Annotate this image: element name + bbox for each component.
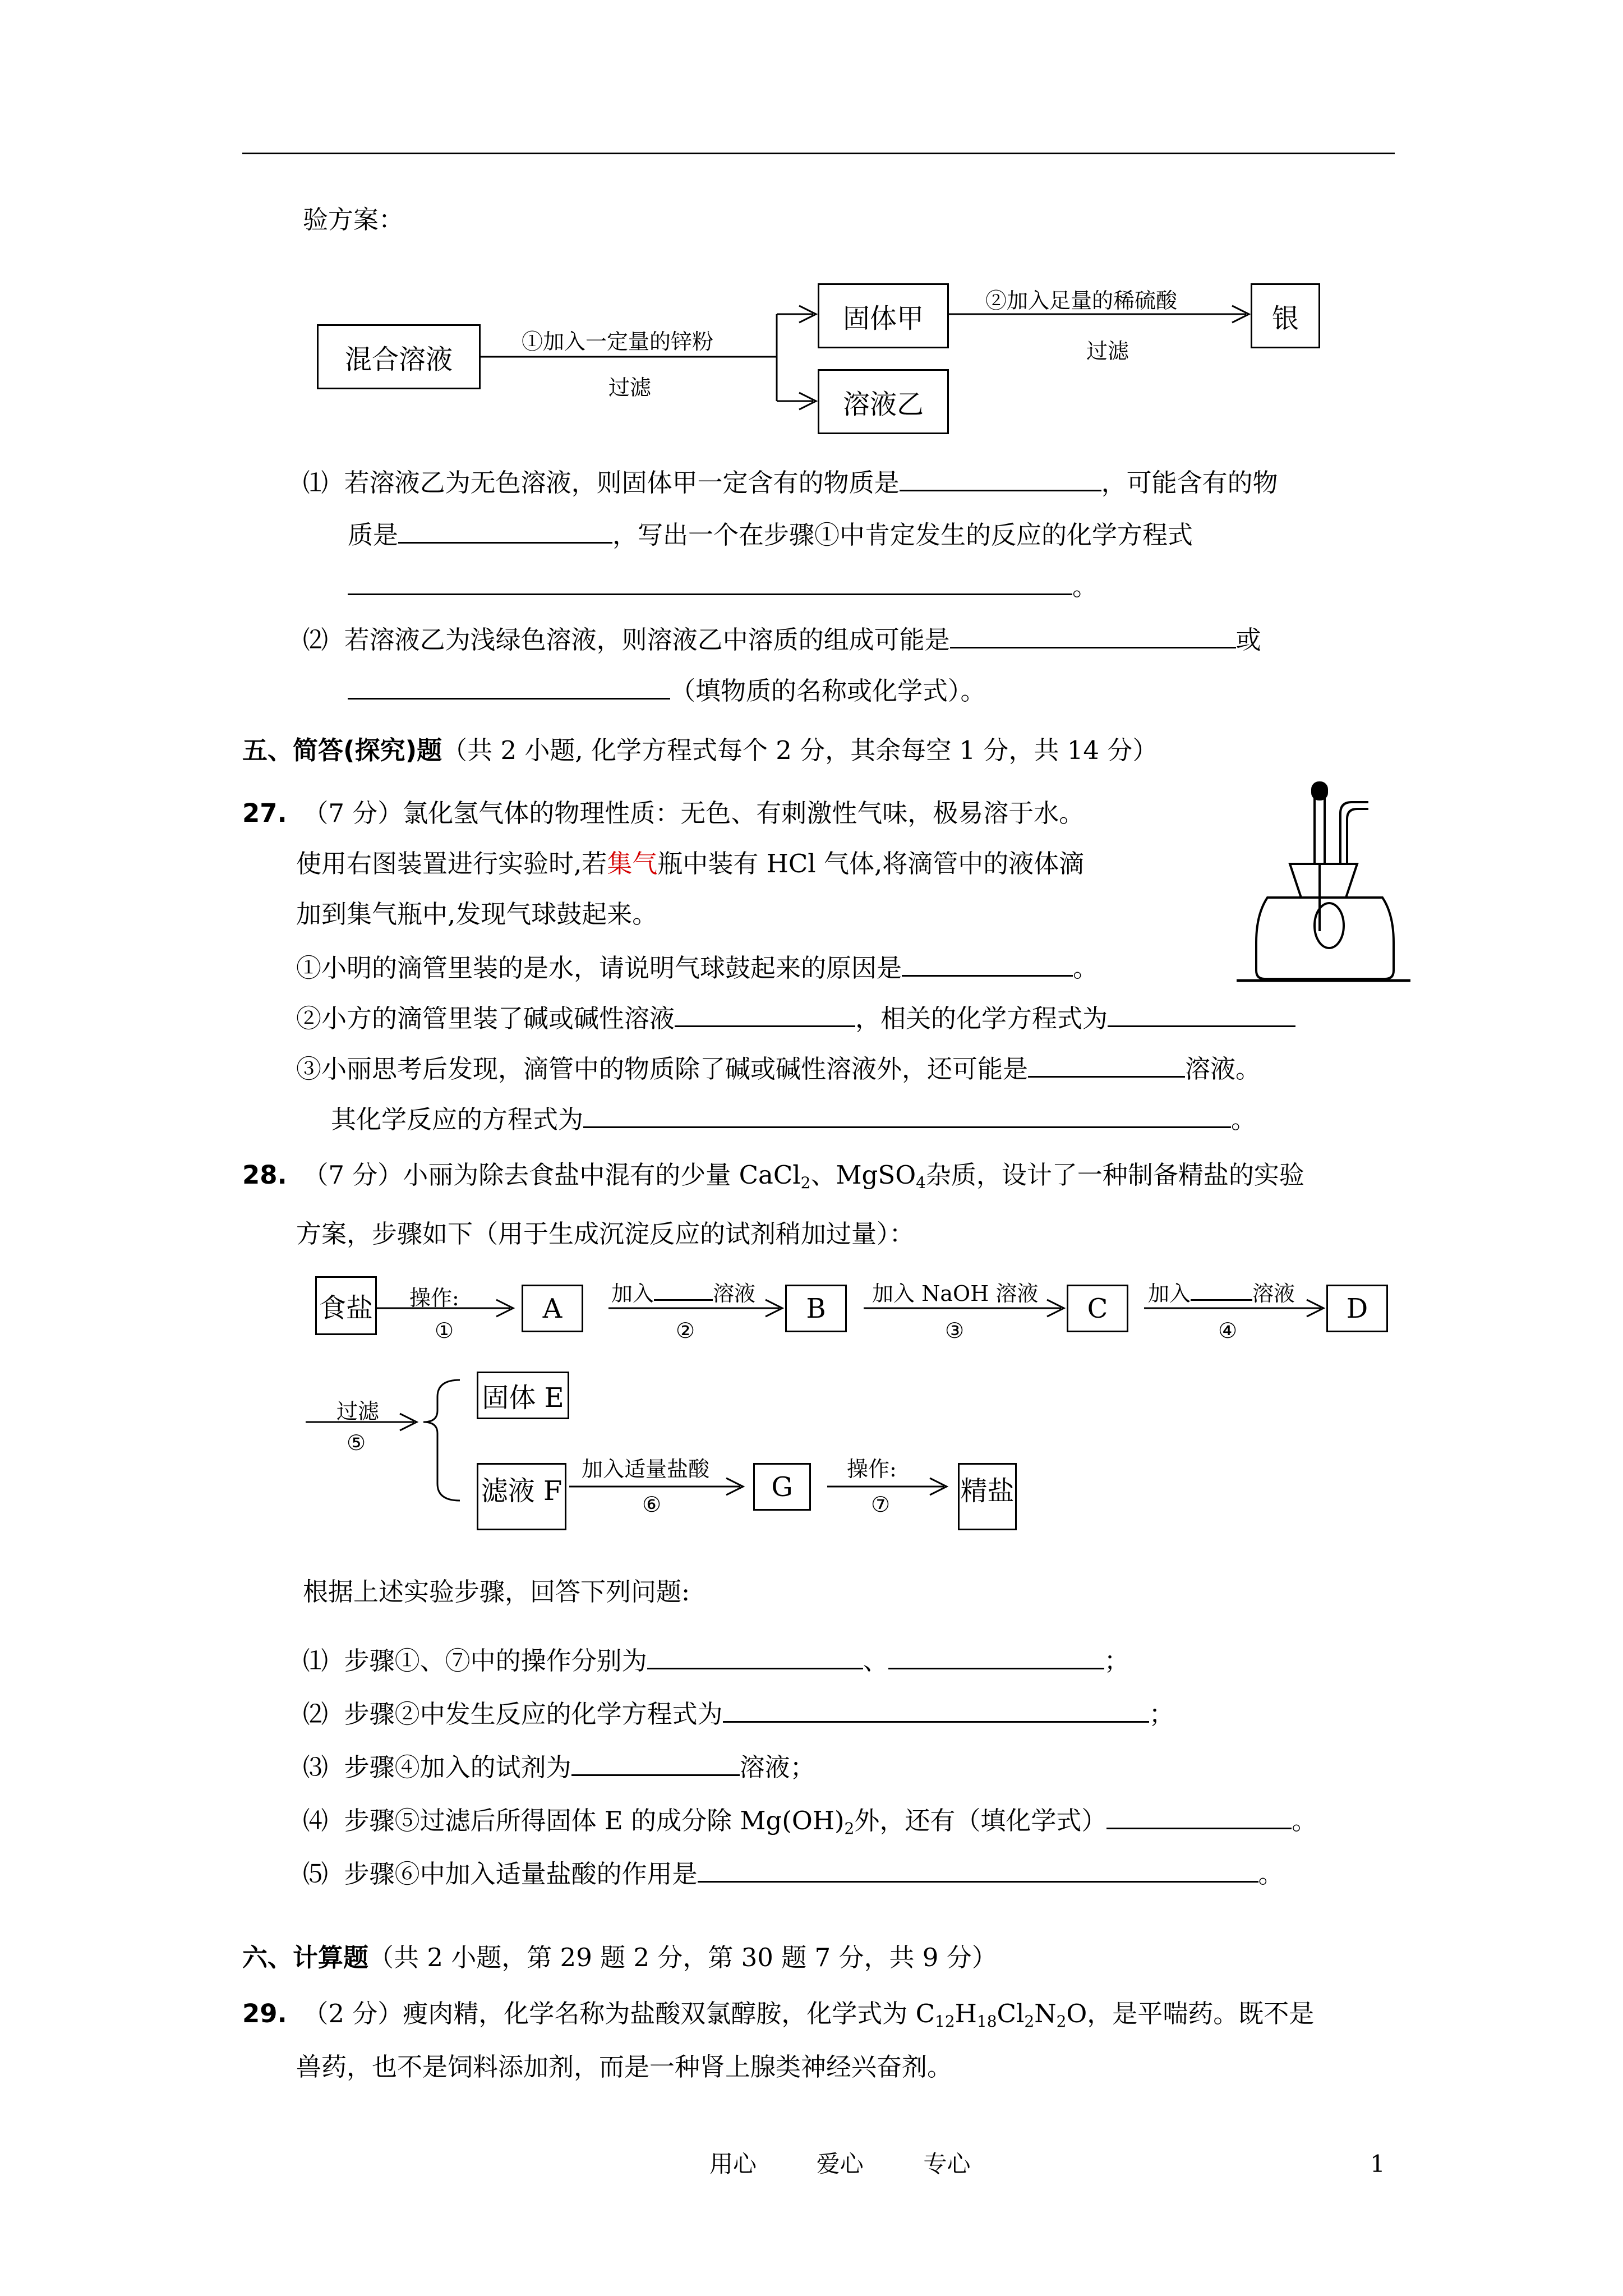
q27-blank-3[interactable] <box>1108 999 1295 1027</box>
q29-text-a: （2 分）瘦肉精，化学名称为盐酸双氯醇胺，化学式为 C <box>303 1999 935 2028</box>
q28-s5-text: 步骤⑥中加入适量盐酸的作用是 <box>344 1859 698 1889</box>
q27-blank-1[interactable] <box>902 948 1073 977</box>
intro-text: 验方案： <box>303 205 404 234</box>
q28-s1-blank1[interactable] <box>647 1641 863 1669</box>
q27-line4 <box>296 948 1098 985</box>
q27-blank-2[interactable] <box>675 999 855 1027</box>
footer-motto-3: 专心 <box>923 2150 971 2178</box>
q28-line2: 方案，步骤如下（用于生成沉淀反应的试剂稍加过量）： <box>296 1219 915 1249</box>
flow1-silver-box: 银 <box>1251 283 1320 348</box>
flow1-step1-sub: 过滤 <box>608 375 652 400</box>
q28-s5-num: ⑸ <box>303 1859 329 1889</box>
flow2-filter: 过滤 <box>336 1399 380 1424</box>
q26-p1-text-d: ，写出一个在步骤①中肯定发生的反应的化学方程式 <box>612 520 1193 550</box>
q28-intro: 根据上述实验步骤，回答下列问题: <box>303 1577 690 1607</box>
q28-s2-blank[interactable] <box>723 1694 1149 1723</box>
q27-line6 <box>296 1049 1261 1086</box>
q28-s1-end: ； <box>1104 1646 1129 1676</box>
q26-p2-num: ⑵ <box>303 625 329 655</box>
q28-s2-num: ⑵ <box>303 1699 329 1729</box>
q29-text-b: H <box>955 1999 977 2028</box>
page-number: 1 <box>1370 2150 1385 2178</box>
q28-s3-blank[interactable] <box>571 1747 740 1776</box>
q28-text-1a: （7 分）小丽为除去食盐中混有的少量 CaCl <box>303 1160 801 1190</box>
q28-s4-num: ⑷ <box>303 1806 329 1835</box>
q28-s3-text: 步骤④加入的试剂为 <box>344 1752 571 1782</box>
section5-desc: （共 2 小题, 化学方程式每个 2 分，其余每空 1 分，共 14 分） <box>442 735 1158 765</box>
q27-text-6b: 溶液。 <box>1185 1054 1261 1084</box>
flow2-n4: ④ <box>1218 1318 1238 1343</box>
q28-s2-end: ； <box>1149 1699 1174 1729</box>
q28-s2-text: 步骤②中发生反应的化学方程式为 <box>344 1699 723 1729</box>
footer-motto <box>709 2147 970 2181</box>
flow2-box-D: D <box>1326 1285 1388 1332</box>
flow2-n6: ⑥ <box>642 1492 662 1517</box>
flow2-filtrate-F: 滤液 F <box>477 1463 566 1530</box>
q26-p2-blank1[interactable] <box>950 620 1236 648</box>
flow2-n2: ② <box>676 1318 695 1343</box>
q26-p1-blank2[interactable] <box>398 515 612 544</box>
section5-heading <box>242 734 1158 767</box>
q28-s4-text-a: 步骤⑤过滤后所得固体 E 的成分除 Mg(OH) <box>344 1806 845 1835</box>
flow2-n7: ⑦ <box>871 1492 891 1517</box>
flow2-op1: 操作: <box>409 1286 459 1310</box>
q28-sub-2: 4 <box>916 1174 926 1192</box>
q26-p1-text-b: ，可能含有的物 <box>1101 468 1278 498</box>
flow2-add2: 加入 溶液 <box>611 1276 755 1307</box>
q26-part1-line3 <box>348 567 1098 604</box>
q29-sub-2: 18 <box>976 2012 997 2031</box>
q28-s4-end: 。 <box>1292 1806 1317 1835</box>
flow1-step2-label: ②加入足量的稀硫酸 <box>985 288 1178 313</box>
q27-line1 <box>242 797 1084 830</box>
flow1-liquid-box: 溶液乙 <box>818 369 949 434</box>
q28-line1 <box>242 1158 1304 1192</box>
q26-p1-blank3[interactable] <box>348 567 1072 595</box>
q26-part1-line2 <box>348 515 1193 552</box>
q27-text-2a: 使用右图装置进行实验时,若 <box>296 849 607 878</box>
q27-line2 <box>296 847 1084 881</box>
q27-text-2-red: 集气 <box>607 849 658 878</box>
q26-part2-line2 <box>348 671 986 708</box>
q28-number: 28. <box>242 1160 287 1190</box>
q28-sub5 <box>303 1854 1284 1891</box>
flow2-box-G: G <box>753 1463 811 1511</box>
flow1-mix-box: 混合溶液 <box>317 324 481 389</box>
q27-text-7: 其化学反应的方程式为 <box>331 1105 584 1134</box>
q28-sub1 <box>303 1641 1129 1678</box>
q27-line5 <box>296 999 1295 1036</box>
q27-text-4-end: 。 <box>1073 953 1099 983</box>
q27-blank-5[interactable] <box>583 1099 1231 1128</box>
q28-s3-num: ⑶ <box>303 1752 329 1782</box>
section6-title: 六、计算题 <box>242 1943 369 1972</box>
q28-s1-text: 步骤①、⑦中的操作分别为 <box>344 1646 647 1676</box>
flow2-add4: 加入 溶液 <box>1148 1276 1295 1307</box>
q26-p2-text-a: 若溶液乙为浅绿色溶液，则溶液乙中溶质的组成可能是 <box>344 625 950 655</box>
q28-text-1b: 、MgSO <box>810 1160 916 1190</box>
q28-sub-1: 2 <box>800 1174 811 1192</box>
flow2-add6: 加入适量盐酸 <box>582 1457 710 1481</box>
flow2-box-A: A <box>522 1285 583 1332</box>
q27-number: 27. <box>242 798 287 828</box>
q27-blank-4[interactable] <box>1028 1049 1185 1078</box>
q29-sub-3: 2 <box>1024 2012 1035 2031</box>
flow2-box-C: C <box>1067 1285 1128 1332</box>
q26-p1-text-a: 若溶液乙为无色溶液，则固体甲一定含有的物质是 <box>344 468 900 498</box>
flow2-salt-box: 食盐 <box>315 1276 377 1335</box>
q28-s1-sep: 、 <box>863 1646 888 1676</box>
section5-title: 五、简答(探究)题 <box>242 735 442 765</box>
q28-sub3 <box>303 1747 815 1784</box>
flow2-n3: ③ <box>945 1318 965 1343</box>
flow2-n5: ⑤ <box>347 1430 366 1455</box>
q27-text-2b: 瓶中装有 HCl 气体,将滴管中的液体滴 <box>657 849 1085 878</box>
q29-text-c: Cl <box>997 1999 1025 2028</box>
q26-p2-text-b: （填物质的名称或化学式）。 <box>670 676 986 706</box>
q26-p2-or: 或 <box>1235 625 1261 655</box>
q28-s5-blank[interactable] <box>698 1854 1258 1883</box>
q27-line3: 加到集气瓶中,发现气球鼓起来。 <box>296 899 658 929</box>
q26-p2-blank2[interactable] <box>348 671 670 700</box>
flow2-solid-E: 固体 E <box>477 1372 569 1419</box>
flow2-n1: ① <box>435 1318 454 1343</box>
q26-p1-text-c: 质是 <box>348 520 399 550</box>
q29-line2: 兽药，也不是饲料添加剂，而是一种肾上腺类神经兴奋剂。 <box>296 2052 953 2082</box>
q27-text-5b: ，相关的化学方程式为 <box>855 1004 1108 1033</box>
q29-number: 29. <box>242 1999 287 2028</box>
q29-line1 <box>242 1997 1314 2031</box>
section6-heading <box>242 1941 997 1975</box>
q29-sub-1: 12 <box>935 2012 955 2031</box>
q27-text-7-end: 。 <box>1231 1105 1257 1134</box>
flow1-step1-label: ①加入一定量的锌粉 <box>522 329 714 354</box>
q28-s5-end: 。 <box>1258 1859 1284 1889</box>
q26-part1-line1 <box>303 463 1278 500</box>
q28-s4-sub: 2 <box>844 1819 855 1838</box>
q28-s4-blank[interactable] <box>1106 1801 1292 1829</box>
q28-text-1c: 杂质，设计了一种制备精盐的实验 <box>925 1160 1304 1190</box>
q28-sub2 <box>303 1694 1174 1731</box>
q28-s3-end: 溶液； <box>739 1752 815 1782</box>
q28-s4-text-b: 外，还有（填化学式） <box>854 1806 1107 1835</box>
q26-p1-num: ⑴ <box>303 468 329 498</box>
flow2-op7: 操作: <box>847 1457 897 1481</box>
section6-desc: （共 2 小题，第 29 题 2 分，第 30 题 7 分，共 9 分） <box>368 1943 997 1972</box>
q27-text-4: ①小明的滴管里装的是水，请说明气球鼓起来的原因是 <box>296 953 902 983</box>
q27-text-6a: ③小丽思考后发现，滴管中的物质除了碱或碱性溶液外，还可能是 <box>296 1054 1029 1084</box>
flow1-solid-box: 固体甲 <box>818 283 949 348</box>
flow2-box-B: B <box>785 1285 847 1332</box>
flow2-add3: 加入 NaOH 溶液 <box>872 1281 1039 1306</box>
flow2-fine-salt: 精盐 <box>958 1463 1017 1530</box>
q28-sub4 <box>303 1801 1317 1838</box>
q29-text-e: O，是平喘药。既不是 <box>1066 1999 1315 2028</box>
q28-s1-num: ⑴ <box>303 1646 329 1676</box>
flow1-step2-sub: 过滤 <box>1086 339 1129 364</box>
q26-p1-blank1[interactable] <box>900 463 1101 491</box>
q28-s1-blank2[interactable] <box>888 1641 1104 1669</box>
q26-p1-end: 。 <box>1072 572 1098 601</box>
q27-line7 <box>331 1099 1256 1137</box>
q29-text-d: N <box>1034 1999 1057 2028</box>
q29-sub-4: 2 <box>1056 2012 1067 2031</box>
q27-text-1: （7 分）氯化氢气体的物理性质：无色、有刺激性气味，极易溶于水。 <box>303 798 1085 828</box>
header-rule <box>242 153 1395 154</box>
q27-text-5a: ②小方的滴管里装了碱或碱性溶液 <box>296 1004 675 1033</box>
footer-motto-2: 爱心 <box>816 2150 864 2178</box>
footer-motto-1: 用心 <box>709 2150 757 2178</box>
q26-part2-line1 <box>303 620 1261 657</box>
